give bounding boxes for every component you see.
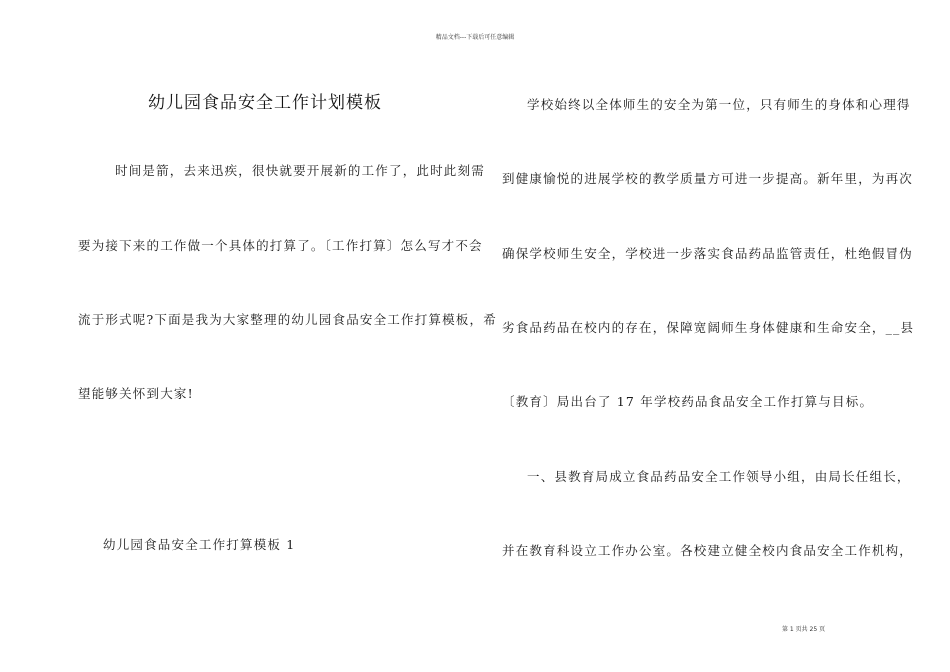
paragraph-line: 确保学校师生安全，学校进一步落实食品药品监管责任，杜绝假冒伪 <box>502 246 914 261</box>
paragraph-line: 并在教育科设立工作办公室。各校建立健全校内食品安全工作机构， <box>502 543 914 558</box>
paragraph-line: 到健康愉悦的进展学校的教学质量方可进一步提高。新年里，为再次 <box>502 171 914 186</box>
page-title: 幼儿园食品安全工作计划模板 <box>148 93 382 113</box>
paragraph-line: 时间是箭，去来迅疾，很快就要开展新的工作了，此时此刻需 <box>115 163 485 178</box>
paragraph-line: 一、县教育局成立食品药品安全工作领导小组，由局长任组长， <box>527 469 911 484</box>
paragraph-line: 劣食品药品在校内的存在，保障宽阔师生身体健康和生命安全，__县 <box>502 320 915 335</box>
section-heading: 幼儿园食品安全工作打算模板 1 <box>103 537 296 552</box>
paragraph-line: 要为接下来的工作做一个具体的打算了。〔工作打算〕怎么写才不会 <box>78 238 483 253</box>
paragraph-line: 学校始终以全体师生的安全为第一位，只有师生的身体和心理得 <box>527 97 911 112</box>
paragraph-line: 〔教育〕局出台了 17 年学校药品食品安全工作打算与目标。 <box>502 394 874 409</box>
paragraph-line: 流于形式呢?下面是我为大家整理的幼儿园食品安全工作打算模板，希 <box>78 312 497 327</box>
header-note: 精品文档---下载后可任意编辑 <box>435 34 515 41</box>
paragraph-line: 望能够关怀到大家! <box>78 386 194 401</box>
page-number: 第 1 页共 25 页 <box>782 626 826 633</box>
